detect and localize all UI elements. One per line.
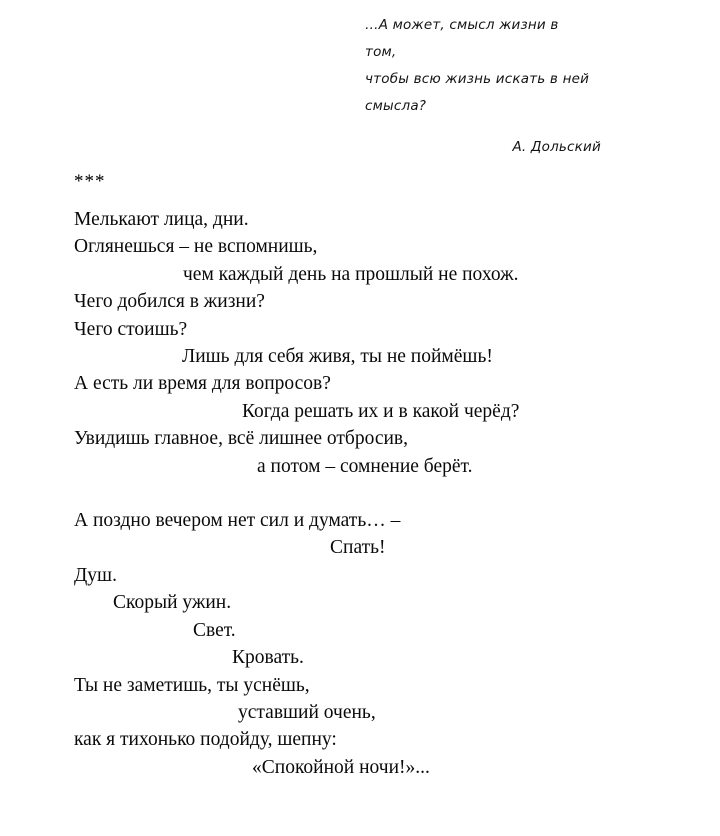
poem-line: «Спокойной ночи!»... bbox=[252, 756, 430, 778]
poem-line: Чего стоишь? bbox=[74, 318, 188, 340]
poem-line: уставший очень, bbox=[238, 701, 376, 723]
poem-line: Лишь для себя живя, ты не поймёшь! bbox=[182, 346, 493, 368]
poem-line: а потом – сомнение берёт. bbox=[257, 455, 473, 477]
poem-line: Свет. bbox=[193, 619, 236, 641]
poem-line: А есть ли время для вопросов? bbox=[74, 373, 331, 395]
epigraph-line: смысла? bbox=[365, 98, 427, 114]
poem-separator: *** bbox=[74, 171, 106, 192]
poem-line: Спать! bbox=[330, 537, 386, 559]
epigraph-author: А. Дольский bbox=[512, 139, 601, 155]
poem-line: Скорый ужин. bbox=[113, 592, 232, 614]
poem-line: Оглянешься – не вспомнишь, bbox=[74, 236, 318, 258]
poem-line: Чего добился в жизни? bbox=[74, 291, 265, 313]
poem-body bbox=[74, 168, 674, 781]
poem-line: Кровать. bbox=[232, 647, 304, 669]
poem-stanza bbox=[74, 507, 674, 781]
poem-line: Ты не заметишь, ты уснёшь, bbox=[74, 674, 310, 696]
epigraph-line: …А может, смысл жизни в bbox=[365, 17, 559, 33]
poem-line: чем каждый день на прошлый не похож. bbox=[183, 263, 519, 285]
poem-line: Мелькают лица, дни. bbox=[74, 209, 249, 230]
epigraph-block bbox=[365, 12, 601, 161]
poem-line: Когда решать их и в какой черёд? bbox=[242, 400, 520, 422]
poem-stanza bbox=[74, 206, 674, 480]
poem-line: как я тихонько подойду, шепну: bbox=[74, 729, 337, 751]
epigraph-line: чтобы всю жизнь искать в ней bbox=[365, 71, 590, 87]
poem-line: А поздно вечером нет сил и думать… – bbox=[74, 510, 401, 532]
poem-line: Увидишь главное, всё лишнее отбросив, bbox=[74, 428, 408, 450]
poem-line: Душ. bbox=[74, 564, 117, 586]
epigraph-line: том, bbox=[365, 44, 397, 60]
